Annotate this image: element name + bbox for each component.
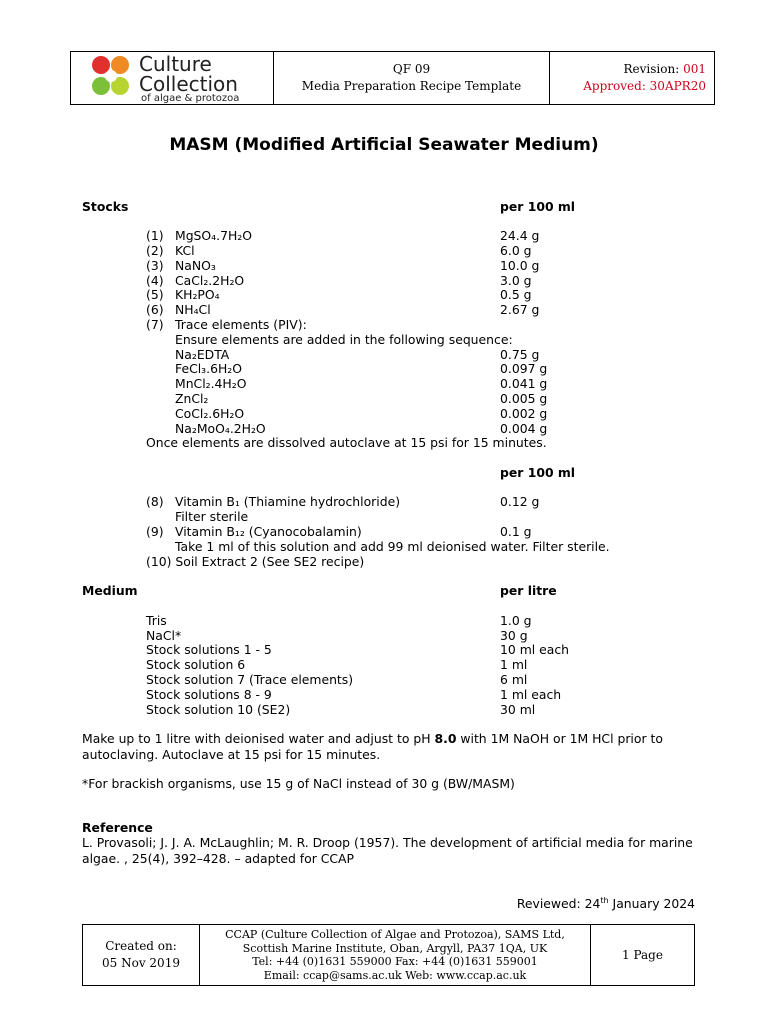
vitamin-b12-note: Take 1 ml of this solution and add 99 ml deionised water. Filter sterile.	[175, 539, 610, 554]
brackish-note: *For brackish organisms, use 15 g of NaCl instead of 30 g (BW/MASM)	[82, 776, 515, 791]
address-line: Scottish Marine Institute, Oban, Argyll, PA37 1QA, UK	[242, 941, 548, 955]
created-cell	[83, 925, 200, 985]
reviewed-suffix: January 2024	[608, 896, 695, 912]
created-date: 05 Nov 2019	[102, 956, 180, 970]
stock-name: NaNO₃	[175, 258, 216, 273]
stocks-heading: Stocks	[82, 199, 129, 214]
trace-name: MnCl₂.4H₂O	[175, 376, 247, 391]
stock-num: (4)	[146, 273, 164, 288]
trace-name: Na₂EDTA	[175, 347, 230, 362]
logo-text-collection: Collection	[139, 72, 238, 96]
stocks-unit: per 100 ml	[500, 199, 576, 214]
stock-qty: 2.67 g	[500, 302, 540, 317]
medium-qty: 30 ml	[500, 702, 536, 717]
reference-heading: Reference	[82, 820, 153, 835]
soil-extract-item: (10) Soil Extract 2 (See SE2 recipe)	[146, 554, 365, 569]
page-count-cell	[591, 925, 694, 985]
trace-qty: 0.002 g	[500, 406, 548, 421]
vitamin-b1-name: Vitamin B₁ (Thiamine hydrochloride)	[175, 494, 401, 509]
address-line: Tel: +44 (0)1631 559000 Fax: +44 (0)1631 559001	[252, 955, 538, 968]
stock-num: (9)	[146, 524, 164, 539]
trace-qty: 0.097 g	[500, 361, 548, 376]
stock-num: (8)	[146, 494, 164, 509]
stock-qty: 24.4 g	[500, 228, 540, 243]
stock-qty: 6.0 g	[500, 243, 532, 258]
reference-text: L. Provasoli; J. J. A. McLaughlin; M. R. Droop (1957). The development of artificial media for marine algae. , 25(4), 392–428. – adapted for CCAP	[82, 835, 693, 866]
revision	[624, 61, 706, 78]
stock-num: (1)	[146, 228, 164, 243]
medium-qty: 6 ml	[500, 672, 528, 687]
logo-text-culture: Culture	[139, 52, 212, 76]
revision-label: Revision:	[623, 62, 680, 76]
trace-name: Na₂MoO₄.2H₂O	[175, 421, 266, 436]
medium-name: Stock solutions 1 - 5	[146, 642, 272, 657]
medium-name: Stock solution 6	[146, 657, 246, 672]
trace-name: FeCl₃.6H₂O	[175, 361, 242, 376]
trace-name: CoCl₂.6H₂O	[175, 406, 245, 421]
stock-qty: 10.0 g	[500, 258, 540, 273]
approved-date: Approved: 30APR20	[583, 79, 706, 93]
stock-name: KCl	[175, 243, 195, 258]
medium-qty: 1 ml	[500, 657, 528, 672]
vitamin-b1-note: Filter sterile	[175, 509, 249, 524]
stock-name: NH₄Cl	[175, 302, 211, 317]
address-cell	[200, 925, 591, 985]
reviewed-date	[517, 894, 695, 912]
page-title: MASM (Modified Artificial Seawater Medium)	[169, 135, 599, 155]
trace-qty: 0.004 g	[500, 421, 548, 436]
vitamins-unit: per 100 ml	[500, 465, 576, 480]
document-footer	[82, 924, 695, 986]
stock-num: (2)	[146, 243, 164, 258]
reviewed-suffix-ordinal: th	[600, 896, 609, 905]
doc-title: Media Preparation Recipe Template	[301, 79, 522, 93]
created-label: Created on:	[105, 939, 177, 953]
stock-qty: 3.0 g	[500, 273, 532, 288]
medium-qty: 1.0 g	[500, 613, 532, 628]
trace-qty: 0.005 g	[500, 391, 548, 406]
ph-value: 8.0	[434, 731, 457, 746]
stock-num: (7)	[146, 317, 164, 332]
stock-num: (5)	[146, 287, 164, 302]
stock-num: (6)	[146, 302, 164, 317]
trace-qty: 0.75 g	[500, 347, 540, 362]
doc-code: QF 09	[392, 62, 431, 76]
stock-qty: 0.5 g	[500, 287, 532, 302]
vitamin-b12-name: Vitamin B₁₂ (Cyanocobalamin)	[175, 524, 362, 539]
vitamin-b12-qty: 0.1 g	[500, 524, 532, 539]
medium-unit: per litre	[500, 583, 557, 598]
doc-title-cell	[274, 52, 550, 104]
reviewed-prefix: Reviewed: 24	[516, 896, 601, 912]
trace-name: ZnCl₂	[175, 391, 209, 406]
medium-name: NaCl*	[146, 628, 182, 643]
preparation-instructions	[82, 731, 702, 763]
revision-cell	[550, 52, 714, 104]
trace-note: Ensure elements are added in the following sequence:	[175, 332, 513, 347]
trace-qty: 0.041 g	[500, 376, 548, 391]
logo-cell	[71, 52, 274, 104]
address-line: CCAP (Culture Collection of Algae and Protozoa), SAMS Ltd,	[225, 928, 565, 941]
instructions-after: with 1M NaOH or 1M HCl prior to autoclaving. Autoclave at 15 psi for 15 minutes.	[82, 731, 663, 762]
culture-collection-logo-icon	[91, 55, 131, 97]
stock-name: Trace elements (PIV):	[175, 317, 307, 332]
vitamin-b1-qty: 0.12 g	[500, 494, 540, 509]
logo-text-subtitle: of algae & protozoa	[141, 93, 240, 104]
medium-name: Stock solution 7 (Trace elements)	[146, 672, 354, 687]
page-count: 1 Page	[622, 948, 663, 962]
instructions-before: Make up to 1 litre with deionised water and adjust to pH	[82, 731, 435, 746]
autoclave-note: Once elements are dissolved autoclave at 15 psi for 15 minutes.	[146, 435, 547, 450]
stock-name: KH₂PO₄	[175, 287, 220, 302]
address-line: Email: ccap@sams.ac.uk Web: www.ccap.ac.uk	[263, 968, 527, 982]
stock-num: (3)	[146, 258, 164, 273]
medium-qty: 30 g	[500, 628, 528, 643]
stock-name: MgSO₄.7H₂O	[175, 228, 252, 243]
document-header	[70, 51, 715, 105]
revision-value: 001	[683, 62, 706, 76]
medium-qty: 10 ml each	[500, 642, 570, 657]
medium-name: Tris	[146, 613, 167, 628]
medium-heading: Medium	[82, 583, 138, 598]
stock-name: CaCl₂.2H₂O	[175, 273, 245, 288]
medium-qty: 1 ml each	[500, 687, 562, 702]
medium-name: Stock solution 10 (SE2)	[146, 702, 291, 717]
medium-name: Stock solutions 8 - 9	[146, 687, 272, 702]
